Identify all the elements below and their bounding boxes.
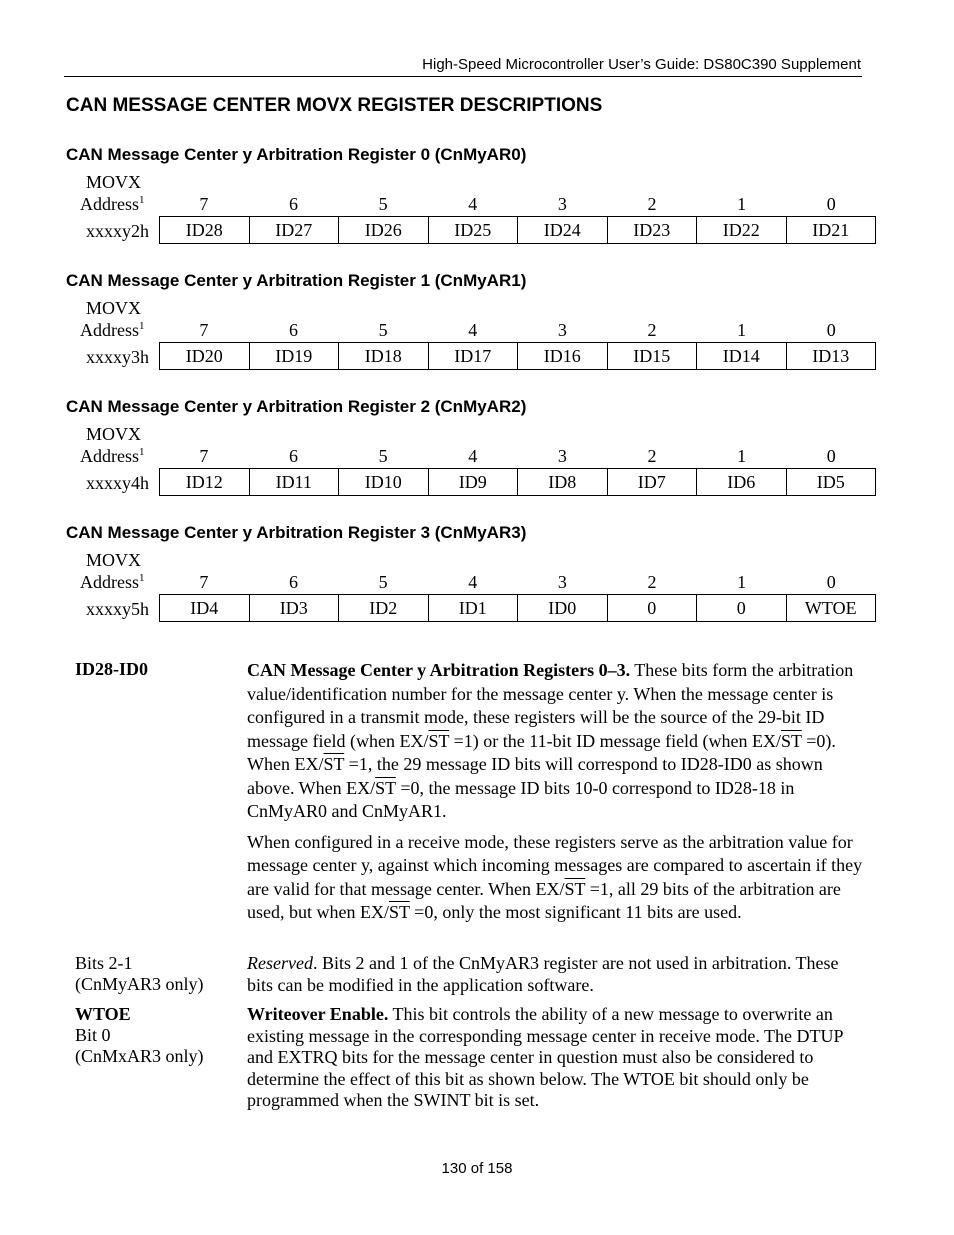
bit-number: 3 — [557, 572, 567, 592]
bit-number: 0 — [826, 446, 836, 466]
bit-number: 7 — [199, 572, 209, 592]
bit-cell: ID1 — [428, 595, 518, 621]
bit-number: 6 — [288, 446, 298, 466]
bit-cell: ID13 — [786, 343, 876, 369]
bit-cell: ID6 — [696, 469, 786, 495]
desc-body-wtoe — [247, 1004, 869, 1112]
bit-number: 3 — [557, 320, 567, 340]
bit-number-row — [159, 446, 876, 468]
bit-number: 2 — [647, 446, 657, 466]
address-value: xxxxy3h — [86, 347, 149, 367]
bit-cell: 0 — [607, 595, 697, 621]
bit-cell: ID4 — [190, 598, 219, 618]
bit-cell: ID26 — [338, 217, 428, 243]
bit-cell: ID8 — [517, 469, 607, 495]
bit-cell: ID15 — [607, 343, 697, 369]
bit-cell: ID16 — [517, 343, 607, 369]
movx-label: MOVX — [86, 298, 142, 318]
bit-number: 6 — [288, 572, 298, 592]
bit-number: 4 — [468, 446, 478, 466]
bit-number-row — [159, 572, 876, 594]
register-title: CAN Message Center y Arbitration Register 2 (CnMyAR2) — [66, 397, 527, 416]
bit-field-row — [159, 594, 876, 622]
movx-label: MOVX — [86, 550, 142, 570]
bit-cell: ID9 — [428, 469, 518, 495]
bit-number: 7 — [199, 194, 209, 214]
bit-cell: ID12 — [185, 472, 223, 492]
bit-number: 7 — [199, 320, 209, 340]
bit-field-row — [159, 216, 876, 244]
bit-number: 4 — [468, 572, 478, 592]
address-label: Address$^1$ — [80, 446, 145, 466]
desc-paragraph: Reserved. Bits 2 and 1 of the CnMyAR3 register are not used in arbitration. These bits can be modified in the application software. — [247, 953, 839, 995]
bit-number: 1 — [737, 446, 747, 466]
address-label: Address$^1$ — [80, 572, 145, 592]
bit-cell: ID19 — [249, 343, 339, 369]
bit-number: 3 — [557, 194, 567, 214]
desc-label-id: ID28-ID0 — [75, 659, 149, 679]
address-label: Address$^1$ — [80, 194, 145, 214]
header-rule — [64, 76, 862, 77]
desc-body-id — [247, 659, 869, 925]
address-value: xxxxy4h — [86, 473, 149, 493]
bit-number: 2 — [647, 320, 657, 340]
running-header: High-Speed Microcontroller User’s Guide: DS80C390 Supplement — [422, 56, 861, 73]
bit-number-row — [159, 320, 876, 342]
bit-number: 1 — [737, 320, 747, 340]
bit-number: 5 — [378, 194, 388, 214]
bit-cell: 0 — [696, 595, 786, 621]
bit-cell: ID27 — [249, 217, 339, 243]
bit-number: 7 — [199, 446, 209, 466]
bit-cell: ID3 — [249, 595, 339, 621]
movx-label: MOVX — [86, 172, 142, 192]
register-title: CAN Message Center y Arbitration Register 3 (CnMyAR3) — [66, 523, 527, 542]
bit-number: 5 — [378, 572, 388, 592]
bit-cell: ID10 — [338, 469, 428, 495]
bit-cell: ID7 — [607, 469, 697, 495]
bit-cell: ID23 — [607, 217, 697, 243]
bit-field-row — [159, 342, 876, 370]
bit-cell: ID18 — [338, 343, 428, 369]
bit-number: 0 — [826, 320, 836, 340]
register-title: CAN Message Center y Arbitration Register 0 (CnMyAR0) — [66, 145, 527, 164]
bit-field-row — [159, 468, 876, 496]
bit-cell: ID2 — [338, 595, 428, 621]
bit-cell: ID17 — [428, 343, 518, 369]
bit-number-row — [159, 194, 876, 216]
address-value: xxxxy2h — [86, 221, 149, 241]
bit-cell: ID25 — [428, 217, 518, 243]
bit-number: 0 — [826, 572, 836, 592]
bit-number: 4 — [468, 194, 478, 214]
bit-cell: ID22 — [696, 217, 786, 243]
bit-number: 6 — [288, 320, 298, 340]
bit-number: 0 — [826, 194, 836, 214]
address-value: xxxxy5h — [86, 599, 149, 619]
bit-cell: ID11 — [249, 469, 339, 495]
bit-number: 3 — [557, 446, 567, 466]
bit-number: 2 — [647, 194, 657, 214]
page-number: 130 of 158 — [441, 1160, 513, 1177]
desc-body-reserved — [247, 953, 869, 996]
bit-number: 4 — [468, 320, 478, 340]
bit-number: 1 — [737, 194, 747, 214]
section-title: CAN MESSAGE CENTER MOVX REGISTER DESCRIPTIONS — [66, 95, 603, 116]
bit-cell: ID28 — [185, 220, 223, 240]
bit-number: 6 — [288, 194, 298, 214]
bit-cell: ID20 — [185, 346, 223, 366]
bit-number: 5 — [378, 446, 388, 466]
bit-cell: WTOE — [786, 595, 876, 621]
bit-number: 1 — [737, 572, 747, 592]
bit-cell: ID5 — [786, 469, 876, 495]
bit-number: 5 — [378, 320, 388, 340]
desc-paragraph: CAN Message Center y Arbitration Registers 0–3. These bits form the arbitration value/identification number for the message center y. When the message center is configured in a transmit mode, these registers will be the source of the 29-bit ID message field (when $EX/\overline{ST} =1$) or the 11-bit ID message field (when $EX/\overline{ST} =0$). When $EX/\overline{ST} =1$, the 29 message ID bits will correspond to ID28-ID0 as shown above. When $EX/\overline{ST} =0$, the message ID bits 10-0 correspond to ID28-18 in CnMyAR0 and CnMyAR1. — [247, 660, 854, 821]
desc-paragraph: Writeover Enable. This bit controls the ability of a new message to overwrite an existing message in the corresponding message center in receive mode. The DTUP and EXTRQ bits for the message center in question must also be considered to determine the effect of this bit as shown below. The WTOE bit should only be programmed when the SWINT bit is set. — [247, 1004, 843, 1110]
register-title: CAN Message Center y Arbitration Register 1 (CnMyAR1) — [66, 271, 527, 290]
desc-label-wtoe: WTOE Bit 0 (CnMxAR3 only) — [75, 1004, 204, 1066]
bit-number: 2 — [647, 572, 657, 592]
movx-label: MOVX — [86, 424, 142, 444]
bit-cell: ID0 — [517, 595, 607, 621]
address-label: Address$^1$ — [80, 320, 145, 340]
bit-cell: ID14 — [696, 343, 786, 369]
bit-cell: ID21 — [786, 217, 876, 243]
desc-label-reserved: Bits 2-1 (CnMyAR3 only) — [75, 953, 204, 994]
bit-cell: ID24 — [517, 217, 607, 243]
desc-paragraph: When configured in a receive mode, these registers serve as the arbitration value for message center y, against which incoming messages are compared to ascertain if they are valid for that message center. When $EX/\overline{ST} =1$, all 29 bits of the arbitration are used, but when $EX/\overline{ST} =0$, only the most significant 11 bits are used. — [247, 831, 863, 922]
